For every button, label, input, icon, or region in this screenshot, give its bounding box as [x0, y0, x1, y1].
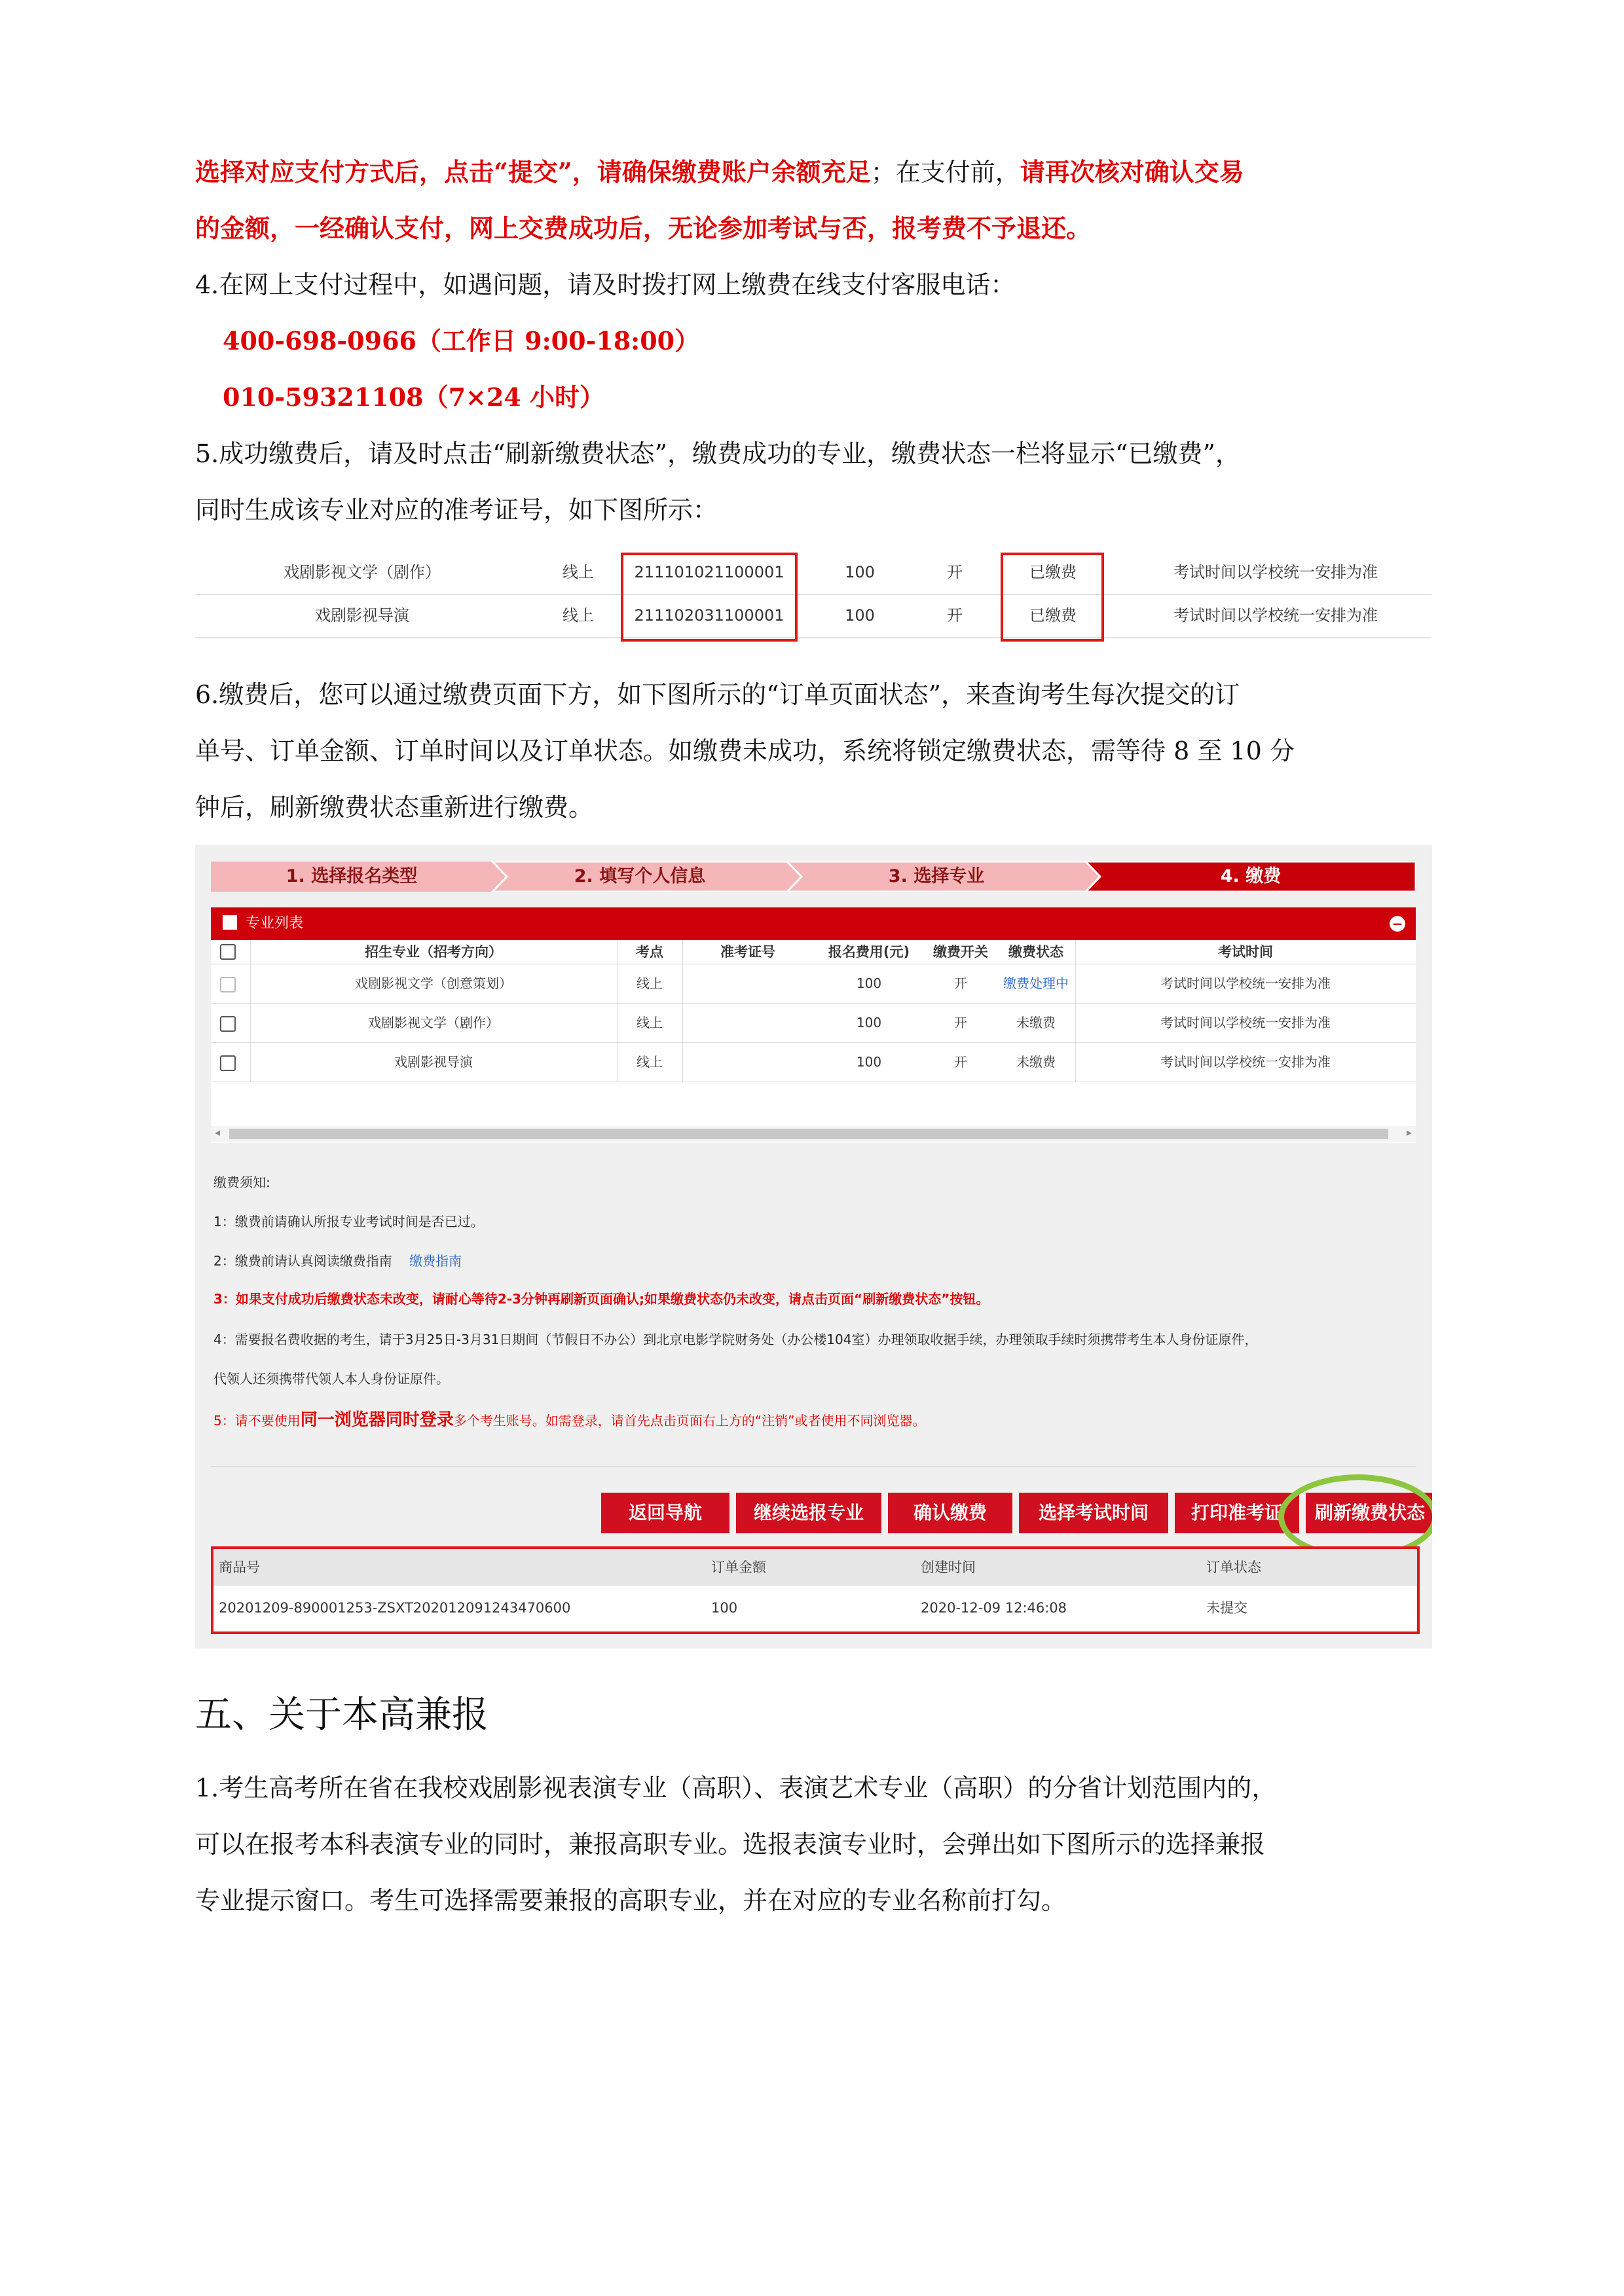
scroll-left-icon[interactable]: ◂ [215, 1126, 221, 1139]
order-header-status: 订单状态 [1206, 1559, 1261, 1575]
row-checkbox[interactable] [220, 1055, 236, 1071]
order-status: 未提交 [1206, 1600, 1247, 1616]
header-fee: 报名费用(元) [828, 944, 910, 960]
confirm-payment-button[interactable]: 确认缴费 [888, 1493, 1012, 1533]
header-switch: 缴费开关 [933, 944, 988, 960]
major-cell: 戏剧影视文学（创意策划） [355, 975, 512, 991]
step-3[interactable]: 3. 选择专业 [888, 866, 985, 886]
switch-cell: 开 [954, 1015, 967, 1030]
item6-line-3: 钟后，刷新缴费状态重新进行缴费。 [195, 793, 594, 822]
intro-red-text-2: 请再次核对确认交易 [1020, 157, 1244, 187]
site-cell: 线上 [563, 606, 594, 625]
ticket-cell: 211102031100001 [634, 606, 784, 625]
item4-text: 4.在网上支付过程中，如遇问题，请及时拨打网上缴费在线支付客服电话： [195, 270, 1016, 299]
guide-link[interactable]: 缴费指南 [409, 1253, 462, 1269]
continue-select-major-button[interactable]: 继续选报专业 [736, 1493, 881, 1533]
time-cell: 考试时间以学校统一安排为准 [1160, 1054, 1331, 1070]
fee-cell: 100 [856, 1054, 882, 1070]
switch-cell: 开 [954, 1054, 967, 1070]
item5-line-1: 5.成功缴费后，请及时点击“刷新缴费状态”，缴费成功的专业，缴费状态一栏将显示“已缴费”， [195, 439, 1240, 468]
item6-line-2: 单号、订单金额、订单时间以及订单状态。如缴费未成功，系统将锁定缴费状态，需等待 8 至 10 分 [195, 737, 1295, 765]
paid-status-screenshot [195, 551, 1431, 647]
section5-line-3: 专业提示窗口。考生可选择需要兼报的高职专业，并在对应的专业名称前打勾。 [195, 1886, 1067, 1915]
notes-title: 缴费须知: [213, 1175, 270, 1190]
item5-line-2: 同时生成该专业对应的准考证号，如下图所示： [195, 496, 718, 524]
header-status: 缴费状态 [1008, 944, 1063, 960]
note-1: 1：缴费前请确认所报专业考试时间是否已过。 [213, 1214, 484, 1230]
intro-red-text-1: 选择对应支付方式后，点击“提交”，请确保缴费账户余额充足 [195, 157, 871, 187]
status-processing-link[interactable]: 缴费处理中 [1003, 975, 1069, 991]
order-product-no: 20201209-890001253-ZSXT202012091243470600 [219, 1600, 571, 1616]
order-created-time: 2020-12-09 12:46:08 [921, 1600, 1067, 1616]
note-5b: 同一浏览器同时登录 [300, 1410, 454, 1430]
item6-line-1: 6.缴费后，您可以通过缴费页面下方，如下图所示的“订单页面状态”，来查询考生每次提交的订 [195, 680, 1240, 709]
note-2 [213, 1250, 462, 1269]
fee-cell: 100 [845, 606, 875, 625]
collapse-icon[interactable]: − [1390, 916, 1405, 932]
switch-cell: 开 [954, 975, 967, 991]
table-row [195, 551, 1431, 595]
ticket-cell: 21110102110000​1 [634, 563, 784, 581]
header-major: 招生专业（招考方向） [365, 944, 502, 960]
site-cell: 线上 [563, 563, 594, 581]
intro-line-1 [195, 152, 1244, 188]
payment-page-screenshot [195, 845, 1432, 1649]
step-1[interactable]: 1. 选择报名类型 [286, 866, 418, 886]
note-5a: 5：请不要使用 [213, 1413, 301, 1429]
fee-cell: 100 [856, 1015, 882, 1030]
header-time: 考试时间 [1218, 944, 1273, 960]
major-cell: 戏剧影视导演 [315, 606, 409, 625]
order-header-created: 创建时间 [921, 1559, 976, 1575]
intro-line-2: 的金额，一经确认支付，网上交费成功后，无论参加考试与否，报考费不予退还。 [195, 213, 1092, 243]
time-cell: 考试时间以学校统一安排为准 [1160, 975, 1331, 991]
scroll-right-icon[interactable]: ▸ [1406, 1126, 1412, 1139]
site-cell: 线上 [637, 1054, 663, 1070]
step-4-active[interactable]: 4. 缴费 [1220, 866, 1282, 886]
time-cell: 考试时间以学校统一安排为准 [1173, 563, 1378, 581]
note-5c: 多个考生账号。如需登录，请首先点击页面右上方的“注销”或者使用不同浏览器。 [453, 1413, 926, 1429]
scrollbar-thumb[interactable] [229, 1129, 1388, 1139]
major-cell: 戏剧影视文学（剧作） [284, 563, 441, 581]
status-highlight-box [1001, 553, 1104, 642]
time-cell: 考试时间以学校统一安排为准 [1160, 1015, 1331, 1030]
order-header-product-no: 商品号 [219, 1559, 260, 1575]
fee-cell: 100 [845, 563, 875, 581]
row-checkbox[interactable] [220, 1016, 236, 1032]
print-admission-ticket-button[interactable]: 打印准考证 [1175, 1493, 1299, 1533]
status-cell: 未缴费 [1016, 1015, 1056, 1030]
order-header-amount: 订单金额 [711, 1559, 766, 1575]
horizontal-scrollbar[interactable] [211, 1126, 1416, 1142]
status-cell: 已缴费 [1029, 606, 1077, 625]
note-4a: 4：需要报名费收据的考生，请于3月25日-3月31日期间（节假日不办公）到北京电影学院财务处（办公楼104室）办理领取收据手续，办理领取手续时须携带考生本人身份证原件， [213, 1332, 1258, 1347]
section-heading: 五、关于本高兼报 [195, 1694, 489, 1736]
note-3: 3：如果支付成功后缴费状态未改变，请耐心等待2-3分钟再刷新页面确认;如果缴费状态仍未改变，请点击页面“刷新缴费状态”按钮。 [213, 1291, 989, 1307]
panel-title: 专业列表 [246, 915, 304, 932]
order-status-table [211, 1546, 1420, 1634]
major-cell: 戏剧影视文学（剧作） [368, 1015, 499, 1030]
major-list-table [211, 940, 1416, 1143]
header-site: 考点 [636, 944, 663, 960]
switch-cell: 开 [947, 606, 963, 625]
switch-cell: 开 [947, 563, 963, 581]
time-cell: 考试时间以学校统一安排为准 [1173, 606, 1378, 625]
note-2-text: 2：缴费前请认真阅读缴费指南 [213, 1253, 392, 1269]
order-amount: 100 [711, 1600, 738, 1616]
edit-icon [223, 915, 237, 930]
select-exam-time-button[interactable]: 选择考试时间 [1019, 1493, 1168, 1533]
select-all-checkbox[interactable] [220, 944, 236, 960]
section5-line-2: 可以在报考本科表演专业的同时，兼报高职专业。选报表演专业时，会弹出如下图所示的选择兼报 [195, 1830, 1266, 1859]
row-checkbox-disabled [220, 977, 236, 993]
step-2[interactable]: 2. 填写个人信息 [574, 866, 706, 886]
status-cell: 未缴费 [1016, 1054, 1056, 1070]
hotline-2: 010-59321108（7×24 小时） [223, 382, 605, 412]
intro-black-text: ；在支付前， [870, 158, 1020, 187]
note-4b: 代领人还须携带代领人本人身份证原件。 [213, 1371, 449, 1387]
header-ticket: 准考证号 [720, 944, 775, 960]
status-cell: 已缴费 [1029, 563, 1077, 581]
back-to-nav-button[interactable]: 返回导航 [601, 1493, 729, 1533]
major-list-header [211, 907, 1416, 940]
hotline-1: 400-698-0966（工作日 9:00-18:00） [223, 326, 700, 355]
ticket-highlight-box [621, 553, 798, 642]
site-cell: 线上 [637, 975, 663, 991]
refresh-payment-status-button[interactable]: 刷新缴费状态 [1306, 1493, 1432, 1533]
note-5 [213, 1406, 925, 1430]
major-cell: 戏剧影视导演 [394, 1054, 473, 1070]
section5-line-1: 1.考生高考所在省在我校戏剧影视表演专业（高职）、表演艺术专业（高职）的分省计划范围内的， [195, 1774, 1277, 1802]
table-row [195, 594, 1431, 638]
site-cell: 线上 [637, 1015, 663, 1030]
fee-cell: 100 [856, 975, 882, 991]
